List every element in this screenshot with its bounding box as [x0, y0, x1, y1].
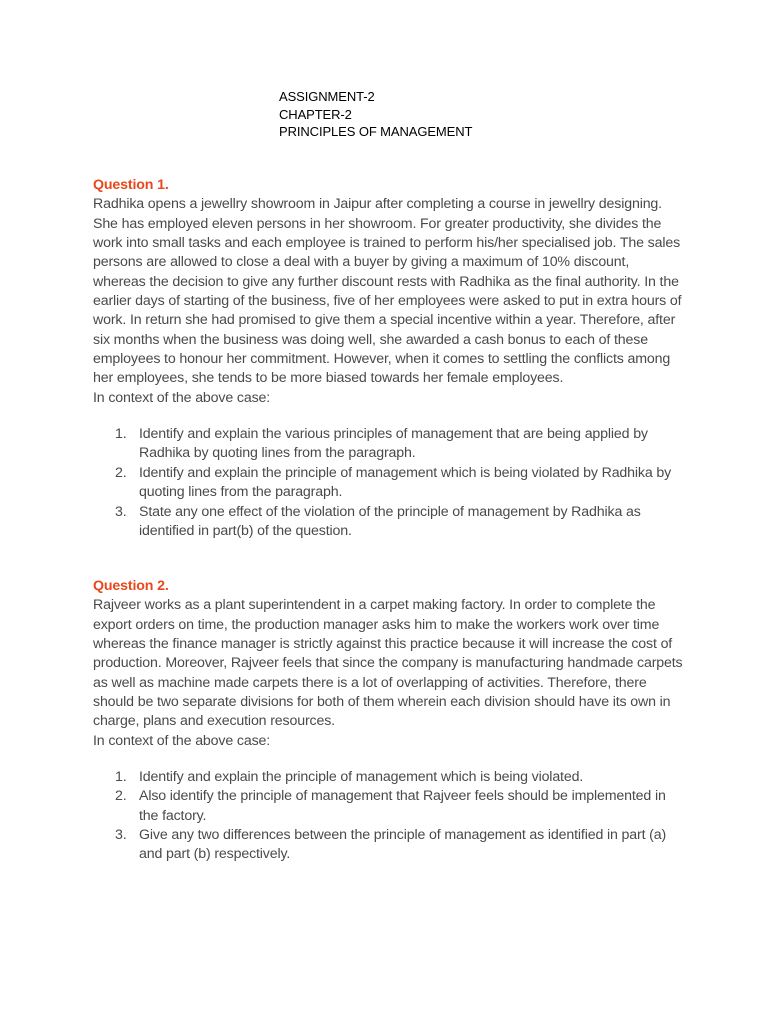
question-2	[93, 577, 683, 865]
question-tasks-list	[93, 425, 683, 541]
assignment-heading	[279, 88, 472, 141]
list-item	[93, 503, 683, 542]
question-case-text: Rajveer works as a plant superintendent in a carpet making factory. In order to complete the export orders on time, the production manager asks him to make the workers work over time whereas the finance manager is strictly against this practice because it will increase the cost of production. Moreover, Rajveer feels that since the company is manufacturing handmade carpets as well as machine made carpets there is a lot of overlapping of activities. Therefore, there should be two separate divisions for both of them wherein each division should have its own in charge, plans and execution resources.	[93, 597, 683, 730]
list-item-number: 1.	[115, 426, 127, 443]
chapter-number: CHAPTER-2	[279, 106, 352, 122]
list-item	[93, 464, 683, 503]
question-title: Question 1.	[93, 177, 169, 193]
list-item	[93, 787, 683, 826]
list-item-text: Give any two differences between the principle of management as identified in part (a) and part (b) respectively.	[139, 827, 667, 863]
question-tasks-list	[93, 768, 683, 865]
assignment-number: ASSIGNMENT-2	[279, 89, 375, 104]
chapter-title: PRINCIPLES OF MANAGEMENT	[279, 124, 473, 140]
list-item-text: Identify and explain the principle of management which is being violated.	[139, 769, 584, 786]
list-item-number: 2.	[115, 464, 127, 481]
list-item	[93, 826, 683, 865]
list-item-number: 2.	[115, 788, 127, 805]
list-item	[93, 768, 683, 787]
question-context: In context of the above case:	[93, 732, 271, 749]
list-item	[93, 425, 683, 464]
list-item-number: 3.	[115, 827, 127, 844]
list-item-text: Identify and explain the principle of management which is being violated by Radhika by quoting lines from the paragraph.	[139, 464, 672, 501]
question-context: In context of the above case:	[93, 389, 271, 406]
list-item-text: State any one effect of the violation of the principle of management by Radhika as identified in part(b) of the question.	[139, 503, 641, 539]
question-title: Question 2.	[93, 578, 169, 594]
list-item-number: 1.	[115, 769, 127, 786]
list-item-text: Also identify the principle of management that Rajveer feels should be implemented in the factory.	[139, 788, 666, 824]
list-item-text: Identify and explain the various principles of management that are being applied by Radhika by quoting lines from the paragraph.	[139, 426, 648, 462]
list-item-number: 3.	[115, 503, 127, 520]
question-1	[93, 176, 683, 541]
question-case-text: Radhika opens a jewellry showroom in Jaipur after completing a course in jewellry designing. She has employed eleven persons in her showroom. For greater productivity, she divides the work into small tasks and each employee is trained to perform his/her specialised job. The sales persons are allowed to close a deal with a buyer by giving a maximum of 10% discount, whereas the decision to give any further discount rests with Radhika as the final authority. In the earlier days of starting of the business, five of her employees were asked to put in extra hours of work. In return she had promised to give them a special incentive within a year. Therefore, after six months when the business was doing well, she awarded a cash bonus to each of these employees to honour her commitment. However, when it comes to settling the conflicts among her employees, she tends to be more biased towards her female employees.	[93, 196, 682, 387]
